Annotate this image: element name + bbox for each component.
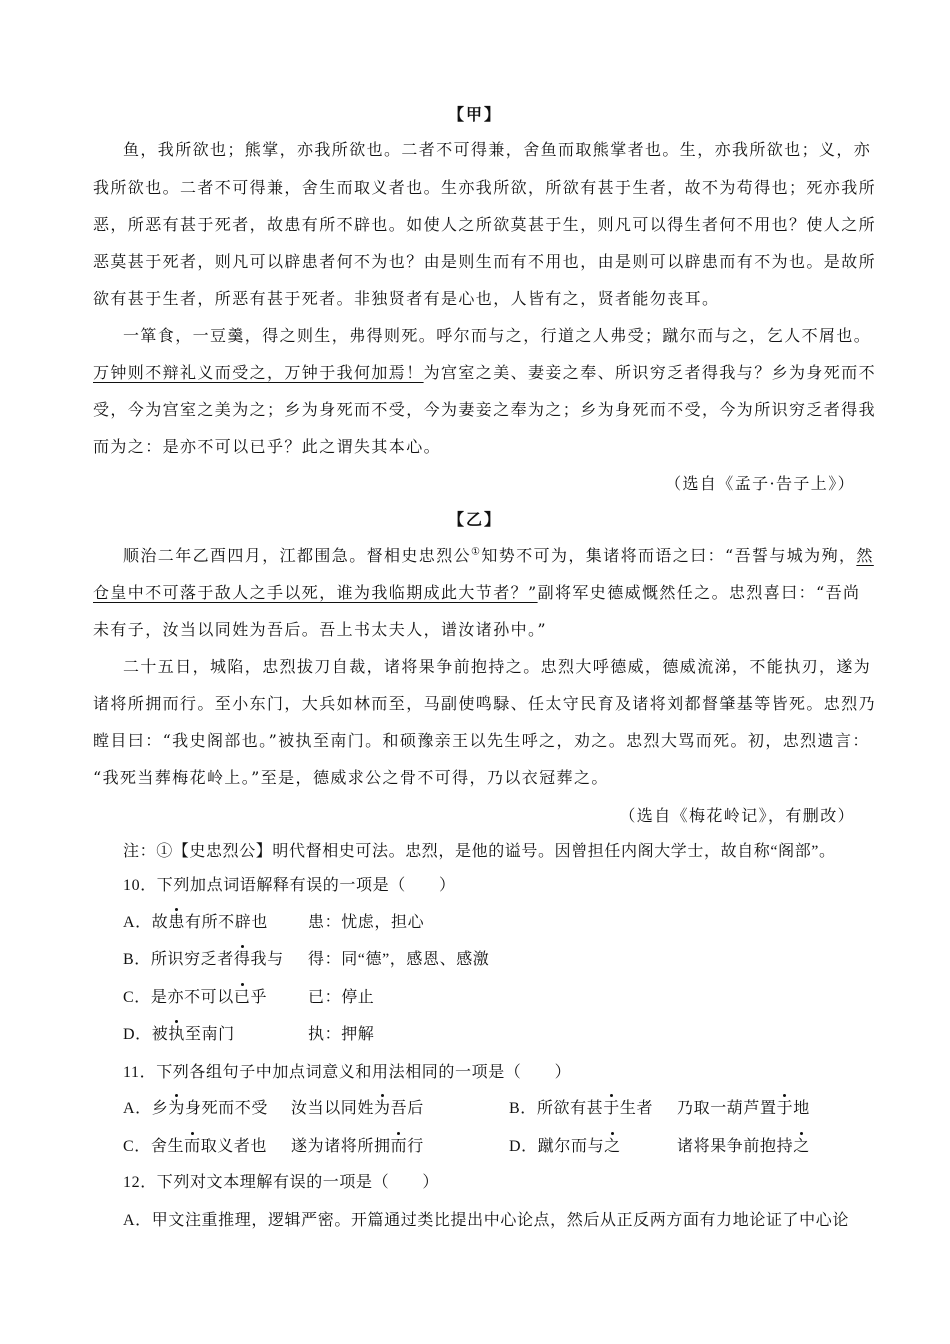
jia-line-1: 鱼，我所欲也；熊掌，亦我所欲也。二者不可得兼，舍鱼而取熊掌者也。生，亦我所欲也；义，亦 <box>123 140 872 159</box>
emphasis-dot-char: 而 <box>184 1136 201 1158</box>
emphasis-dot-char: 之 <box>604 1136 621 1158</box>
q11-option-c-second: 遂为诸将所拥而行 <box>291 1136 424 1158</box>
emphasis-dot-char: 患 <box>168 912 185 934</box>
q10-option-b-gloss: 得：同“德”，感恩、感激 <box>308 951 490 968</box>
yi-line-6: 瞠目曰：“我史阁部也。”被执至南门。和硕豫亲王以先生呼之，劝之。忠烈大骂而死。初，忠烈遗言： <box>93 731 870 750</box>
underlined-sentence: 万钟则不辩礼义而受之，万钟于我何加焉！ <box>93 363 424 382</box>
yi-line-1-a: 顺治二年乙酉四月，江都围急。督相史忠烈公 <box>123 546 472 565</box>
yi-line-7: “我死当葬梅花岭上。”至是，德威求公之骨不可得，乃以衣冠葬之。 <box>93 768 609 787</box>
q11-option-b[interactable]: B．所欲有甚于生者 <box>509 1098 653 1120</box>
yi-line-2 <box>93 582 860 604</box>
emphasis-dot-char: 得 <box>234 949 251 971</box>
underlined-sentence-yi: 仓皇中不可落于敌人之手以死，谁为我临期成此大节者？” <box>93 583 538 602</box>
question-10-stem: 10．下列加点词语解释有误的一项是（ ） <box>123 877 456 894</box>
emphasis-dot-char: 于 <box>777 1098 794 1120</box>
yi-line-1 <box>123 545 874 567</box>
jia-line-8: 受，今为宫室之美为之；乡为身死而不受，今为妻妾之奉为之；乡为身死而不受，今为所识穷乏者得我 <box>93 400 877 419</box>
footnote-marker: ① <box>471 546 482 558</box>
q10-option-c-gloss: 已：停止 <box>308 989 375 1006</box>
q11-option-b-second: 乃取一葫芦置于地 <box>677 1098 810 1120</box>
question-12-stem: 12．下列对文本理解有误的一项是（ ） <box>123 1174 440 1191</box>
footnote: 注：①【史忠烈公】明代督相史可法。忠烈，是他的谥号。因曾担任内阁大学士，故自称“阁部”。 <box>123 843 836 860</box>
q11-option-c[interactable]: C．舍生而取义者也 <box>123 1136 267 1158</box>
yi-line-1-b: 知势不可为，集诸将而语之曰：“吾誓与城为殉， <box>481 546 857 565</box>
yi-line-4: 二十五日，城陷，忠烈拔刀自裁，诸将果争前抱持之。忠烈大呼德威，德威流涕，不能执刃，遂为 <box>123 657 872 676</box>
emphasis-dot-char: 执 <box>168 1024 185 1046</box>
q10-option-d[interactable]: D．被执至南门 <box>123 1024 235 1046</box>
jia-source: （选自《孟子·告子上》） <box>665 474 855 493</box>
yi-source: （选自《梅花岭记》，有删改） <box>619 806 855 825</box>
yi-line-3: 未有子，汝当以同姓为吾后。吾上书太夫人，谱汝诸孙中。” <box>93 620 547 639</box>
emphasis-dot-char: 已 <box>234 987 251 1009</box>
q12-option-a[interactable]: A．甲文注重推理，逻辑严密。开篇通过类比提出中心论点，然后从正反两方面有力地论证了中心论 <box>123 1212 849 1229</box>
jia-line-9: 而为之：是亦不可以已乎？此之谓失其本心。 <box>93 437 442 456</box>
emphasis-dot-char: 为 <box>168 1098 185 1120</box>
question-11-stem: 11．下列各组句子中加点词意义和用法相同的一项是（ ） <box>123 1064 572 1081</box>
yi-line-1-underlined: 然 <box>856 546 874 565</box>
passage-jia-title: 【甲】 <box>447 105 502 124</box>
q11-option-d-second: 诸将果争前抱持之 <box>677 1136 810 1158</box>
jia-line-2: 我所欲也。二者不可得兼，舍生而取义者也。生亦我所欲，所欲有甚于生者，故不为苟得也；死亦我所 <box>93 178 877 197</box>
passage-yi-title: 【乙】 <box>447 510 502 529</box>
yi-line-2-rest: 副将军史德威慨然任之。忠烈喜曰：“吾尚 <box>537 583 861 602</box>
jia-line-7 <box>93 362 876 384</box>
yi-line-5: 诸将所拥而行。至小东门，大兵如林而至，马副使鸣騄、任太守民育及诸将刘都督肇基等皆死。忠烈乃 <box>93 694 877 713</box>
q11-option-a-second: 汝当以同姓为吾后 <box>291 1098 424 1120</box>
q10-option-c[interactable]: C．是亦不可以已乎 <box>123 987 267 1009</box>
q10-option-a[interactable]: A．故患有所不辟也 <box>123 912 268 934</box>
emphasis-dot-char: 为 <box>374 1098 391 1120</box>
q11-option-a[interactable]: A．乡为身死而不受 <box>123 1098 268 1120</box>
q11-option-d[interactable]: D．蹴尔而与之 <box>509 1136 621 1158</box>
q10-option-a-gloss: 患：忧虑，担心 <box>308 914 425 931</box>
emphasis-dot-char: 之 <box>793 1136 810 1158</box>
q10-option-d-gloss: 执：押解 <box>308 1026 375 1043</box>
jia-line-7-rest: 为宫室之美、妻妾之奉、所识穷乏者得我与？乡为身死而不 <box>423 363 877 382</box>
q10-option-b[interactable]: B．所识穷乏者得我与 <box>123 949 284 971</box>
emphasis-dot-char: 而 <box>391 1136 408 1158</box>
jia-line-3: 恶，所恶有甚于死者，故患有所不辟也。如使人之所欲莫甚于生，则凡可以得生者何不用也？使人之所 <box>93 215 877 234</box>
emphasis-dot-char: 于 <box>603 1098 620 1120</box>
jia-line-6: 一箪食，一豆羹，得之则生，弗得则死。呼尔而与之，行道之人弗受；蹴尔而与之，乞人不屑也。 <box>123 326 872 345</box>
jia-line-4: 恶莫甚于死者，则凡可以辟患者何不为也？由是则生而有不用也，由是则可以辟患而有不为也。是故所 <box>93 252 877 271</box>
jia-line-5: 欲有甚于生者，所恶有甚于死者。非独贤者有是心也，人皆有之，贤者能勿丧耳。 <box>93 289 720 308</box>
